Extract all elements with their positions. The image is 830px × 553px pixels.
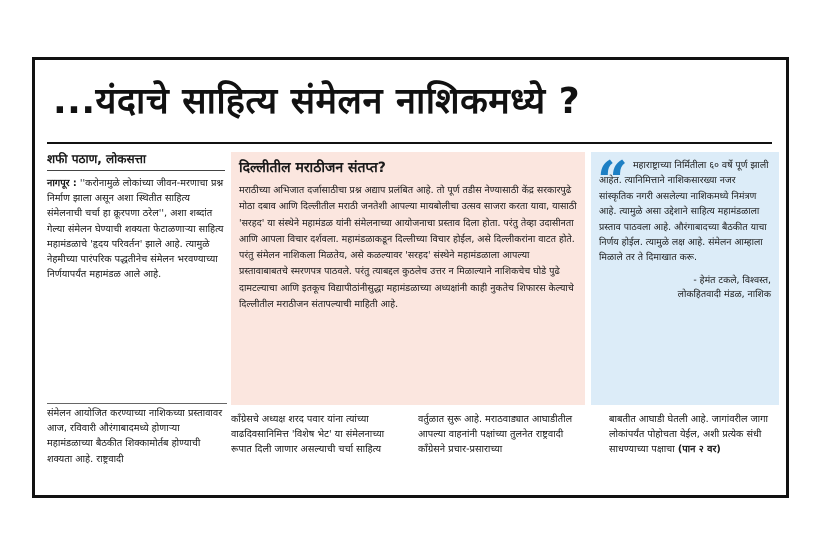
article-frame [32,57,789,498]
lead-continued: संमेलन आयोजित करण्याच्या नाशिकच्या प्रस्तावावर आज, रविवारी औरंगाबादमध्ये होणाऱ्या महामंडळाच्या बैठकीत शिक्कामोर्तब होण्याची शक्यता आहे. राष्ट्रवादी [47,408,223,465]
quote-author: - हेमंत टकले, विश्वस्त, [693,274,771,286]
section-rule [47,403,227,404]
byline: शफी पठाण, लोकसत्ता [47,152,146,166]
lead-column [47,176,227,282]
lead-text: ''करोनामुळे लोकांच्या जीवन-मरणाचा प्रश्न निर्माण झाला असून अशा स्थितीत साहित्य संमेलनाची चर्चा हा क्रूरपणा ठरेल'', अशा शब्दांत गेल्या संमेलन घेण्याची शक्यता फेटाळणाऱ्या साहित्य महामंडळाचे 'हृदय परिवर्तन' झाले आहे. त्यामुळे नेहमीच्या पारंपरिक पद्धतीनेच संमेलन भरवण्याच्या निर्णयापर्यंत महामंडळ आले आहे. [47,178,224,281]
lead-paragraph [47,176,227,282]
column-text: वर्तुळात सुरू आहे. मराठवाड्यात आघाडीतील आपल्या वाहनांनी पक्षांच्या तुलनेत राष्ट्रवादी काँग्रेसने प्रचार-प्रसाराच्या [418,414,573,456]
article-column-4 [609,412,779,458]
quote-text: महाराष्ट्राच्या निर्मितीला ६० वर्षे पूर्ण झाली आहेत. त्यानिमित्ताने नाशिकसारख्या नजर सांस्कृतिक नगरी असलेल्या नाशिकमध्ये निमंत्रण आहे. त्यामुळे असा उद्देशाने साहित्य महामंडळाला प्रस्ताव पाठवला आहे. औरंगाबादच्या बैठकीत याचा निर्णय होईल. त्यामुळे लक्ष आहे. संमेलन आम्हाला मिळाले तर ते दिमाखात करू. [599,160,769,264]
quote-org: लोकहितवादी मंडळ, नाशिक [677,288,771,300]
sidebar-box [231,152,585,405]
column-text: काँग्रेसचे अध्यक्ष शरद पवार यांना त्यांच्या वाढदिवसानिमित्त 'विशेष भेट' या संमेलनाच्या रूपात दिली जाणार असल्याची चर्चा साहित्य [231,414,385,456]
byline-rule [47,170,225,171]
headline: ...यंदाचे साहित्य संमेलन नाशिकमध्ये ? [53,81,581,122]
quote-box [591,149,779,405]
article-column-2 [231,412,395,458]
article-column-3 [418,412,588,458]
sidebar-text: मराठीच्या अभिजात दर्जासाठीचा प्रश्न अद्याप प्रलंबित आहे. तो पूर्ण तडीस नेण्यासाठी केंद्र सरकारपुढे मोठा दबाव आणि दिल्लीतील मराठी जनतेशी आपल्या मायबोलीचा उत्सव साजरा करता यावा, यासाठी 'सरहद' या संस्थेने महामंडळ यांनी संमेलनाच्या आयोजनाचा प्रस्ताव दिला होता. परंतु तेव्हा उदासीनता आणि आपला विचार दर्शवला. महामंडळाकडून दिल्लीच्या विचार होईल, असे दिल्लीकरांना वाटत होते. परंतु संमेलन नाशिकला मिळतेय, असे कळल्यावर 'सरहद' संस्थेने महामंडळाला आपल्या प्रस्तावाबाबतचे स्मरणपत्र पाठवले. परंतु त्याबद्दल कुठलेच उत्तर न मिळाल्याने नाशिकचेच घोडे पुढे दामटल्याचा आणि इतकूच विद्यापीठांनीसुद्धा महामंडळाच्या अध्यक्षांनी काही नुकतेच शिफारस केल्याचे दिल्लीतील मराठीजन संतापल्याची माहिती आहे. [239,185,577,311]
continued-link[interactable]: (पान २ वर) [677,444,721,456]
sidebar-title: दिल्लीतील मराठीजन संतप्त? [239,160,386,176]
column-text [609,412,779,458]
column-text-body: बाबतीत आघाडी घेतली आहे. जागांवरील जागा लोकांपर्यंत पोहोचता येईल, अशी प्रत्येक संधी साधण्याच्या पक्षाचा [609,414,768,456]
headline-rule [47,142,772,144]
quote-mark-icon: “ [597,149,629,213]
dateline: नागपूर : [47,178,77,189]
